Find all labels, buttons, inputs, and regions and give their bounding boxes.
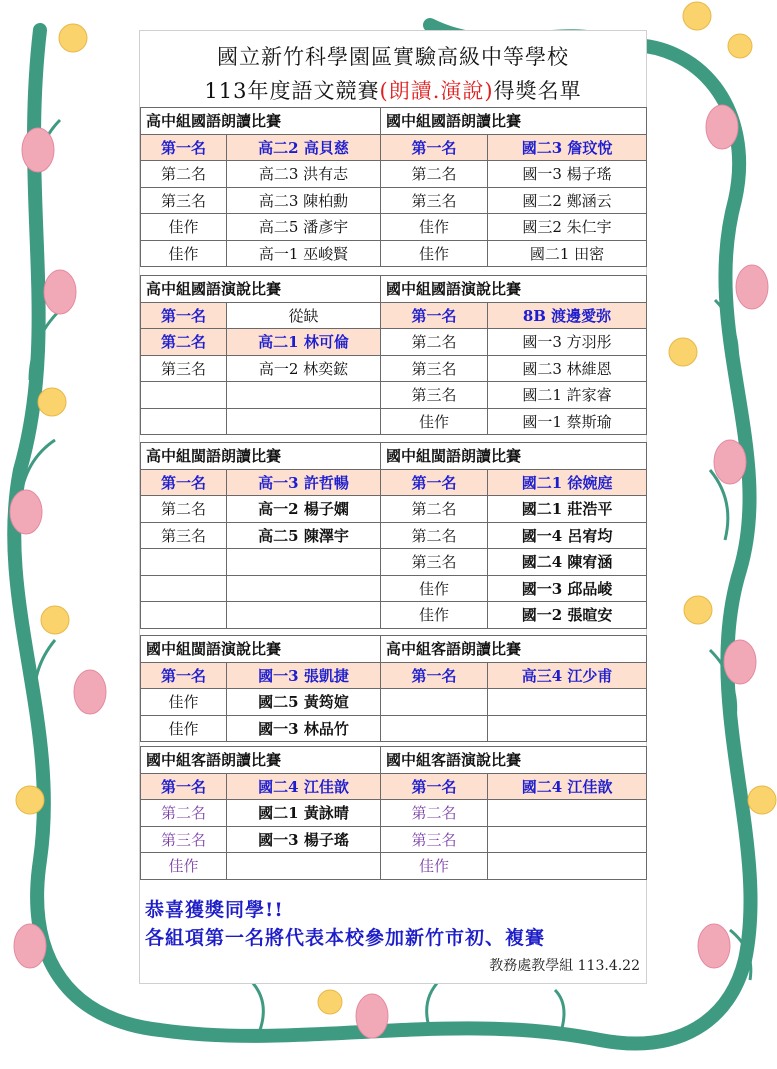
table-row: [141, 773, 647, 800]
winner-cell: 高二5 陳澤宇: [227, 522, 381, 549]
place-cell: 第一名: [141, 469, 227, 496]
category-title: 國中組國語朗讀比賽: [381, 108, 647, 135]
place-cell: 第二名: [381, 800, 488, 827]
result-table: [140, 746, 647, 880]
table-row: [141, 302, 647, 329]
table-row: [141, 689, 647, 716]
place-cell: 佳作: [141, 689, 227, 716]
place-cell: 第三名: [141, 187, 227, 214]
place-cell: 佳作: [381, 240, 488, 267]
winner-cell: 國一3 方羽彤: [488, 329, 647, 356]
place-cell: 第三名: [381, 187, 488, 214]
congrats-message: 恭喜獲獎同學!!: [145, 899, 284, 921]
result-table: [140, 107, 647, 267]
place-cell: 第一名: [381, 302, 488, 329]
place-cell: [141, 382, 227, 409]
winner-cell: 國一3 林品竹: [227, 715, 381, 742]
table-row: [141, 161, 647, 188]
winner-cell: 國二1 徐婉庭: [488, 469, 647, 496]
place-cell: 第一名: [141, 773, 227, 800]
winner-cell: 國二5 黃筠媗: [227, 689, 381, 716]
table-row: [141, 355, 647, 382]
winner-cell: 國二4 江佳歆: [227, 773, 381, 800]
winner-cell: 高一2 林奕鋐: [227, 355, 381, 382]
winner-cell: 國一3 楊子瑤: [488, 161, 647, 188]
place-cell: 佳作: [381, 408, 488, 435]
place-cell: 第三名: [381, 549, 488, 576]
table-row: [141, 549, 647, 576]
winner-cell: 8B 渡邊愛弥: [488, 302, 647, 329]
title-prefix: 113年度語文競賽: [204, 79, 380, 103]
category-header-row: [141, 443, 647, 470]
place-cell: 第三名: [141, 522, 227, 549]
result-table: [140, 275, 647, 435]
winner-cell: 國一2 張暄安: [488, 602, 647, 629]
winner-cell: [488, 800, 647, 827]
winner-cell: 國二3 詹玟悅: [488, 134, 647, 161]
table-row: [141, 240, 647, 267]
title-suffix: 得獎名單: [493, 79, 582, 103]
winner-cell: 從缺: [227, 302, 381, 329]
place-cell: 第三名: [141, 826, 227, 853]
place-cell: 第二名: [141, 496, 227, 523]
competition-title: [140, 75, 646, 105]
category-header-row: [141, 276, 647, 303]
category-title: 高中組國語朗讀比賽: [141, 108, 381, 135]
table-row: [141, 469, 647, 496]
place-cell: [141, 575, 227, 602]
place-cell: 佳作: [141, 240, 227, 267]
table-row: [141, 826, 647, 853]
table-row: [141, 575, 647, 602]
category-title: 國中組客語演說比賽: [381, 747, 647, 774]
winner-cell: 國二1 黃詠晴: [227, 800, 381, 827]
winner-cell: 國二2 鄭涵云: [488, 187, 647, 214]
place-cell: [141, 408, 227, 435]
winner-cell: [227, 382, 381, 409]
category-title: 高中組國語演說比賽: [141, 276, 381, 303]
place-cell: 佳作: [381, 214, 488, 241]
place-cell: 第一名: [141, 134, 227, 161]
winner-cell: 國一1 蔡斯瑜: [488, 408, 647, 435]
winner-cell: [488, 826, 647, 853]
place-cell: 第一名: [381, 469, 488, 496]
place-cell: 第二名: [141, 800, 227, 827]
winner-cell: 高二3 陳柏勳: [227, 187, 381, 214]
category-title: 國中組閩語朗讀比賽: [381, 443, 647, 470]
winner-cell: 國一3 張凱捷: [227, 662, 381, 689]
table-row: [141, 214, 647, 241]
place-cell: 第二名: [381, 522, 488, 549]
winner-cell: [488, 715, 647, 742]
table-row: [141, 187, 647, 214]
winner-cell: 高三4 江少甫: [488, 662, 647, 689]
place-cell: 佳作: [381, 853, 488, 880]
winner-cell: 高二3 洪有志: [227, 161, 381, 188]
category-title: 高中組客語朗讀比賽: [381, 636, 647, 663]
place-cell: 佳作: [141, 715, 227, 742]
winner-cell: 高二5 潘彥宇: [227, 214, 381, 241]
winner-cell: 國二1 許家睿: [488, 382, 647, 409]
table-row: [141, 522, 647, 549]
table-row: [141, 496, 647, 523]
winner-cell: [227, 549, 381, 576]
winner-cell: 國二3 林維恩: [488, 355, 647, 382]
result-table: [140, 635, 647, 742]
place-cell: 第一名: [381, 773, 488, 800]
place-cell: 第二名: [381, 496, 488, 523]
place-cell: 第一名: [381, 134, 488, 161]
place-cell: 第二名: [381, 161, 488, 188]
table-row: [141, 853, 647, 880]
category-title: 國中組閩語演說比賽: [141, 636, 381, 663]
winner-cell: 國一3 楊子瑤: [227, 826, 381, 853]
table-row: [141, 800, 647, 827]
place-cell: 第三名: [381, 355, 488, 382]
winner-cell: [488, 853, 647, 880]
winner-cell: [227, 602, 381, 629]
category-header-row: [141, 747, 647, 774]
winner-cell: [227, 408, 381, 435]
place-cell: 第一名: [141, 302, 227, 329]
school-name-title: 國立新竹科學園區實驗高級中等學校: [217, 45, 569, 69]
winner-cell: 國二1 田密: [488, 240, 647, 267]
result-table: [140, 442, 647, 629]
winner-cell: [227, 853, 381, 880]
winner-cell: 國二1 莊浩平: [488, 496, 647, 523]
issuer-signature: 教務處教學組 113.4.22: [489, 958, 640, 974]
winner-cell: 國二4 江佳歆: [488, 773, 647, 800]
winner-cell: 國一3 邱品崚: [488, 575, 647, 602]
place-cell: 第一名: [141, 662, 227, 689]
winner-cell: 國二4 陳宥涵: [488, 549, 647, 576]
place-cell: 佳作: [141, 214, 227, 241]
winner-cell: 高二1 林可倫: [227, 329, 381, 356]
place-cell: [141, 549, 227, 576]
winner-cell: 高二2 高貝慈: [227, 134, 381, 161]
winner-cell: [227, 575, 381, 602]
category-title: 國中組客語朗讀比賽: [141, 747, 381, 774]
winner-cell: 國一4 呂宥均: [488, 522, 647, 549]
winner-cell: 高一3 許哲暢: [227, 469, 381, 496]
place-cell: [381, 689, 488, 716]
category-header-row: [141, 636, 647, 663]
table-row: [141, 408, 647, 435]
place-cell: 第二名: [381, 329, 488, 356]
table-row: [141, 329, 647, 356]
winner-cell: 高一1 巫峻賢: [227, 240, 381, 267]
place-cell: 第三名: [381, 382, 488, 409]
winner-cell: 高一2 楊子嫻: [227, 496, 381, 523]
place-cell: 第一名: [381, 662, 488, 689]
place-cell: 第二名: [141, 161, 227, 188]
place-cell: 第三名: [141, 355, 227, 382]
place-cell: [141, 602, 227, 629]
title-highlight: (朗讀.演說): [379, 79, 494, 103]
table-row: [141, 134, 647, 161]
table-row: [141, 662, 647, 689]
table-row: [141, 715, 647, 742]
category-title: 高中組閩語朗讀比賽: [141, 443, 381, 470]
table-row: [141, 382, 647, 409]
representation-note: 各組項第一名將代表本校參加新竹市初、複賽: [145, 927, 546, 949]
winner-cell: [488, 689, 647, 716]
place-cell: [381, 715, 488, 742]
place-cell: 第三名: [381, 826, 488, 853]
winner-cell: 國三2 朱仁宇: [488, 214, 647, 241]
place-cell: 第二名: [141, 329, 227, 356]
award-list-sheet: [139, 30, 647, 984]
table-row: [141, 602, 647, 629]
place-cell: 佳作: [381, 575, 488, 602]
category-title: 國中組國語演說比賽: [381, 276, 647, 303]
category-header-row: [141, 108, 647, 135]
place-cell: 佳作: [381, 602, 488, 629]
place-cell: 佳作: [141, 853, 227, 880]
